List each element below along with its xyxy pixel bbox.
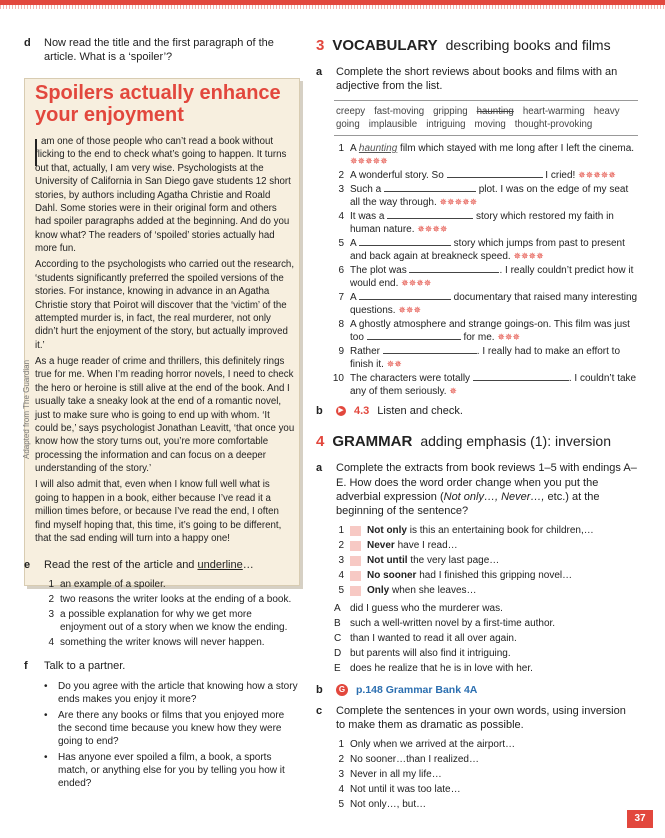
vocab-exercise-b [316,404,638,418]
answer-blank[interactable] [447,169,543,178]
article-box [24,78,300,586]
vocab-sentence [330,183,638,209]
word-list-box [334,100,638,136]
answer-box[interactable] [350,571,361,581]
exercise-letter: f [24,660,28,673]
article-paragraph: I will also admit that, even when I know full well what is going to happen in a book, either because I’ve read it a million times before, or because I’ve read the end, I often find myself hoping that, this time, it’s going to be different, that the sad ending will turn into a happy one! [35,479,282,544]
ending-letter: E [334,663,341,675]
rating-stars: ✵✵✵✵ [417,223,448,234]
grammar-bank-link[interactable]: p.148 Grammar Bank 4A [356,683,478,696]
exercise-instruction: Now read the title and the first paragraph of the article. What is a ‘spoiler’? [44,37,274,64]
vocab-sentence [330,318,638,344]
item-number: 1 [338,739,344,751]
left-column [22,36,300,789]
sentence-text: It was a story which restored my faith in human nature. ✵✵✵✵ [350,210,614,235]
vocab-word: thought-provoking [514,118,593,130]
exercise-f [24,659,300,673]
exercise-instruction: Talk to a partner. [44,660,126,673]
article-body [35,135,295,548]
vocab-word: intriguing [426,118,466,130]
section-number: 3 [316,37,325,54]
item-number: 2 [338,169,344,181]
item-number: 9 [338,345,344,357]
list-item: • Do you agree with the article that knowing how a story ends makes you enjoy it more? [44,680,298,705]
ending-letter: C [334,633,342,645]
section-subtitle: adding emphasis (1): inversion [420,433,611,450]
exercise-letter: e [24,559,31,571]
grammar-exercise-c [316,704,638,733]
grammar-extract [334,539,638,552]
extract-text: Not until the very last page… [367,555,500,567]
article-title: Spoilers actually enhance your enjoyment [35,82,281,126]
extract-text: Not only is this an entertaining book for children,… [367,525,594,537]
sentence-text: The plot was . I really couldn’t predict how it would end. ✵✵✵✵ [350,264,634,289]
vocabulary-heading [316,36,638,55]
vocab-sentence [330,169,638,182]
ending-item [334,617,638,630]
list-item: 1 an example of a spoiler. [48,579,166,591]
right-column [316,36,638,813]
list-item [334,753,638,766]
item-number: 7 [338,291,344,303]
item-text: No sooner…than I realized… [350,754,479,766]
grammar-extract [334,584,638,597]
item-number: 3 [338,555,344,567]
exercise-letter: b [316,684,323,697]
vocab-sentence [330,345,638,371]
item-number: 5 [338,237,344,249]
emphasis-phrase: Not only [367,525,407,537]
grammar-extract [334,569,638,582]
item-number: 5 [338,585,344,597]
ending-letter: D [334,648,342,660]
item-number: 5 [338,799,344,811]
item-text: Not until it was too late… [350,784,461,796]
item-number: 2 [338,540,344,552]
item-text: Only when we arrived at the airport… [350,739,516,751]
ending-text: but parents will also find it intriguing. [350,648,511,660]
extract-text: Only when she leaves… [367,585,477,597]
exercise-instruction: Complete the short reviews about books and films with an adjective from the list. [336,66,618,93]
ending-item [334,647,638,660]
grammar-extract-list [334,524,638,597]
ending-letter: B [334,618,341,630]
list-item: 2 two reasons the writer looks at the ending of a book. [48,594,292,606]
grammar-c-list [334,738,638,811]
answer-blank[interactable] [359,291,451,300]
exercise-letter: a [316,462,323,475]
item-number: 1 [338,525,344,537]
list-item: • Are there any books or films that you enjoyed more the second time because you knew how they were going to end? [44,709,285,747]
answer-blank[interactable] [359,237,451,246]
exercise-f-list [44,680,300,790]
list-item: 3 a possible explanation for why we get more enjoyment out of a story when we know the ending. [48,609,288,634]
sentence-text: A ghostly atmosphere and strange goings-on. This film was just too for me. ✵✵✵ [350,318,630,343]
vocab-word: moving [474,118,506,130]
rating-stars: ✵✵ [386,358,402,369]
ending-item [334,662,638,675]
item-number: 8 [338,318,344,330]
page-number: 37 [627,810,653,828]
answer-blank[interactable] [473,372,569,381]
sentence-text: A haunting film which stayed with me long after I left the cinema. ✵✵✵✵✵ [350,142,635,166]
ending-item [334,602,638,615]
list-item [334,768,638,781]
vocab-sentence [330,210,638,236]
top-hatch-bar [0,5,665,9]
grammar-extract [334,554,638,567]
vocab-sentence [330,372,638,398]
grammar-extract [334,524,638,537]
list-item [334,798,638,811]
article-paragraph: As a huge reader of crime and thrillers, this definitely rings true for me. When I’m reading horror novels, I need to check the hero or heroine is still alive at the end of the book. And I usually take a sneaky look at the end of a romantic novel, just to make sure who is going to end up with whom. ‘It could be,’ says psychologist Jonathan Leavitt, ‘that once you know how the story turns out, you’re more comfortable processing the information and can focus on a deeper understanding of the story.’ [35,356,295,474]
vocab-word: creepy [336,105,366,117]
item-number: 3 [338,769,344,781]
section-subtitle: describing books and films [445,37,611,53]
rating-stars: ✵✵✵✵✵ [439,196,478,207]
ending-text: does he realize that he is in love with her. [350,663,533,675]
ending-text: such a well-written novel by a first-time author. [350,618,556,630]
exercise-e [24,558,300,793]
answer-blank[interactable] [367,331,461,340]
list-item: 4 something the writer knows will never happen. [48,637,265,649]
item-number: 1 [338,142,344,154]
vocab-word: haunting [476,105,514,117]
exercise-letter: d [24,37,31,49]
vocab-word: heavy going [336,105,620,130]
ending-text: than I wanted to read it all over again. [350,633,517,645]
rating-stars: ✵✵✵✵✵ [578,169,616,180]
emphasis-phrase: No sooner [367,570,417,582]
rating-stars: ✵✵✵✵✵ [350,155,388,166]
section-title: VOCABULARY [332,37,438,54]
section-number: 4 [316,433,325,451]
answer-blank[interactable] [409,264,499,273]
exercise-letter: b [316,404,323,417]
item-number: 6 [338,264,344,276]
exercise-instruction: Read the rest of the article and underline… [44,559,254,571]
grammar-exercise-b [316,683,638,697]
extract-text: No sooner had I finished this gripping novel… [367,570,573,582]
ending-letter: A [334,603,341,615]
item-text: Never in all my life… [350,769,442,781]
exercise-instruction: Complete the sentences in your own words, using inversion to make them as dramatic as possible. [336,704,626,731]
sentence-text: Rather . I really had to make an effort to finish it. ✵✵ [350,345,621,370]
sentence-text: A story which jumps from past to present and back again at breakneck speed. ✵✵✵✵ [350,237,625,262]
exercise-e-list [44,578,300,649]
ending-text: did I guess who the murderer was. [350,603,503,615]
vocab-sentence [330,237,638,263]
item-number: 4 [338,570,344,582]
exercise-letter: c [316,704,323,717]
sentence-text: Such a plot. I was on the edge of my seat all the way through. ✵✵✵✵✵ [350,183,629,208]
vocab-word: heart-warming [522,105,585,117]
grammar-heading [316,432,638,451]
rating-stars: ✵✵✵✵ [513,250,544,261]
article-paragraph: According to the psychologists who carried out the research, ‘students significantly preferred the spoiled versions of the stories. For instance, knowing in advance in an Agatha Christie story that Poirot will discover that the ‘victim’ of the attempted murder is, in fact, the real murderer, not only didn’t hurt the enjoyment of the story, but actually improved it.’ [35,259,295,351]
sentence-text: A documentary that raised many interesting questions. ✵✵✵ [350,291,638,316]
item-text: Not only…, but… [350,799,427,811]
item-number: 4 [338,784,344,796]
answer-blank[interactable] [383,345,477,354]
list-item [334,738,638,751]
item-number: 3 [338,183,344,195]
answer-box[interactable] [350,526,361,536]
grammar-endings-list [334,602,638,675]
rating-stars: ✵✵✵ [398,304,421,315]
item-number: 10 [332,372,344,384]
exercise-instruction: Listen and check. [377,404,463,417]
sentence-text: The characters were totally . I couldn’t take any of them seriously. ✵ [350,372,637,397]
grammar-bank-icon: G [336,684,348,696]
item-number: 4 [338,210,344,222]
answer-blank[interactable] [387,210,473,219]
exercise-instruction: Complete the extracts from book reviews 1–5 with endings A–E. How does the word order change when you put the adverbial expression (Not only…, Never…, etc.) at the beginning of the sentence? [336,462,637,518]
vocab-word: fast-moving [374,105,425,117]
answer-box[interactable] [350,586,361,596]
vocab-word: gripping [433,105,468,117]
audio-track-ref: 4.3 [354,404,370,417]
emphasis-phrase: Never [367,540,395,552]
rating-stars: ✵✵✵✵ [401,277,432,288]
audio-icon[interactable]: ▶ [336,406,346,416]
vocab-sentence-list [330,142,638,398]
extract-text: Never have I read… [367,540,458,552]
exercise-d [24,36,300,65]
article-paragraph: am one of those people who can’t read a book without flicking to the end to check what’s going to happen. It turns out that, actually, I am very wise. Psychologists at the University of California in San Diego gave students 12 short stories, by authors including Agatha Christie and Roald Dahl. Some stories were in their original form and others had spoiler paragraphs added at the beginning. And do you know what? The readers of ‘spoiled’ stories actually had more fun. [35,136,291,254]
sentence-text: A wonderful story. So I cried! ✵✵✵✵✵ [350,169,616,181]
emphasis-phrase: Only [367,585,390,597]
list-item [334,783,638,796]
item-number: 2 [338,754,344,766]
vocab-word: implausible [368,118,418,130]
vocab-exercise-a [316,65,638,94]
rating-stars: ✵✵✵ [497,331,520,342]
ending-item [334,632,638,645]
article-source: Adapted from The Guardian [22,359,31,459]
rating-stars: ✵ [449,385,457,396]
vocab-sentence [330,264,638,290]
list-item: • Has anyone ever spoiled a film, a book, a sports match, or anything else for you by telling you how it ended? [44,751,285,789]
exercise-letter: a [316,66,323,79]
emphasis-phrase: Not until [367,555,408,567]
answer-box[interactable] [350,541,361,551]
section-title: GRAMMAR [332,433,413,451]
answer-blank[interactable] [384,183,476,192]
answer-box[interactable] [350,556,361,566]
filled-answer: haunting [358,142,398,154]
vocab-sentence [330,142,638,168]
grammar-exercise-a [316,461,638,518]
vocab-sentence [330,291,638,317]
